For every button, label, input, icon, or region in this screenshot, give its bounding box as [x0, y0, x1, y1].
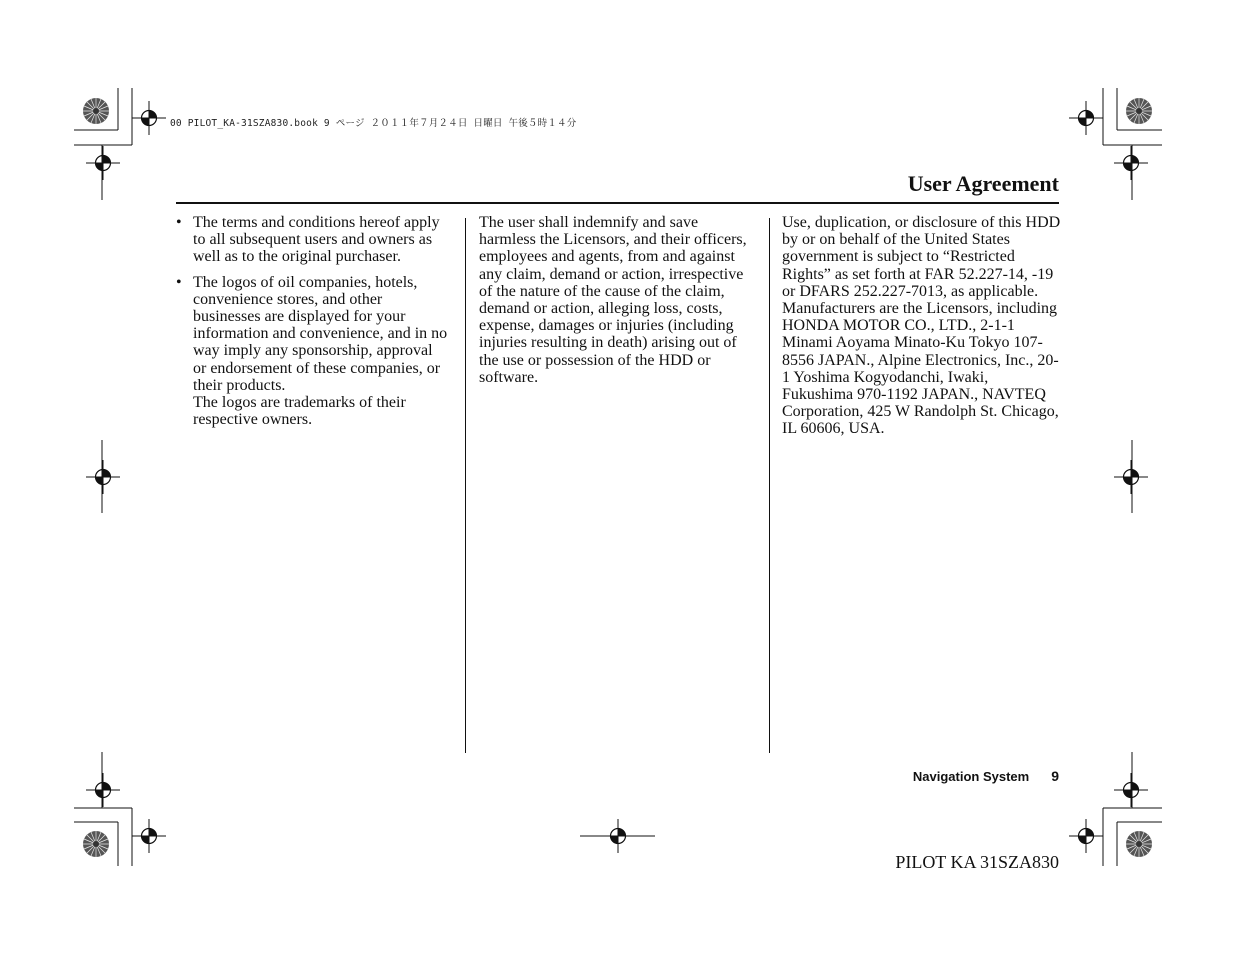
list-item — [176, 214, 448, 266]
bullet-list — [176, 214, 448, 428]
color-target-bottom-right — [1126, 831, 1152, 857]
list-item-text: The logos of oil companies, hotels, convenience stores, and other businesses are displayed for your information and convenience, and in no way imply any sponsorship, approval or endorsement of these companies, or their products. — [193, 273, 448, 394]
bullet-marker: • — [176, 214, 182, 231]
page-number: 9 — [1051, 768, 1059, 784]
color-target-bottom-left — [83, 831, 109, 857]
column-divider — [465, 218, 466, 753]
registration-mark-left-lower — [86, 773, 120, 807]
list-item — [176, 274, 448, 429]
column-divider — [769, 218, 770, 753]
document-code: PILOT KA 31SZA830 — [895, 852, 1059, 872]
column-1 — [176, 214, 448, 436]
print-info-line: 00 PILOT_KA-31SZA830.book 9 ページ ２０１１年７月２４日 日曜日 午後５時１４分 — [170, 118, 577, 129]
paragraph: Use, duplication, or disclosure of this HDD by or on behalf of the United States government is subject to “Restricted Rights” as set forth at FAR 52.227-14, -19 or DFARS 252.227-7013, as applicable. Manufacturers are the Licensors, including HONDA MOTOR CO., LTD., 2-1-1 Minami Aoyama Minato-Ku Tokyo 107-8556 JAPAN., Alpine Electronics, Inc., 20-1 Yoshima Kogyodanchi, Iwaki, Fukushima 970-1192 JAPAN., NAVTEQ Corporation, 425 W Randolph St. Chicago, IL 60606, USA. — [782, 214, 1061, 438]
footer-section-label: Navigation System — [912, 769, 1030, 784]
registration-mark-bottom-left — [132, 819, 166, 853]
color-target-top-left — [83, 98, 109, 124]
page-title: User Agreement — [907, 171, 1059, 196]
column-2 — [479, 214, 751, 386]
registration-mark-right-upper — [1114, 146, 1148, 180]
list-item-note: The logos are trademarks of their respective owners. — [193, 394, 406, 429]
registration-mark-bottom-right — [1069, 819, 1103, 853]
registration-mark-left-mid — [86, 460, 120, 494]
registration-mark-top-left — [132, 101, 166, 135]
paragraph: The user shall indemnify and save harmless the Licensors, and their officers, employees and agents, from and against any claim, demand or action, irrespective of the nature of the cause of the claim, demand or action, alleging loss, costs, expense, damages or injuries (including injuries resulting in death) arising out of the use or possession of the HDD or software. — [479, 214, 747, 386]
list-item-text: The terms and conditions hereof apply to all subsequent users and owners as well as to the original purchaser. — [193, 214, 440, 266]
column-3 — [782, 214, 1062, 438]
page-footer — [913, 768, 1059, 784]
color-target-top-right — [1126, 98, 1152, 124]
registration-mark-left-upper — [86, 146, 120, 180]
registration-mark-right-lower — [1114, 773, 1148, 807]
title-divider — [176, 202, 1059, 204]
bullet-marker: • — [176, 273, 182, 291]
registration-mark-top-right — [1069, 101, 1103, 135]
registration-mark-right-mid — [1114, 460, 1148, 494]
